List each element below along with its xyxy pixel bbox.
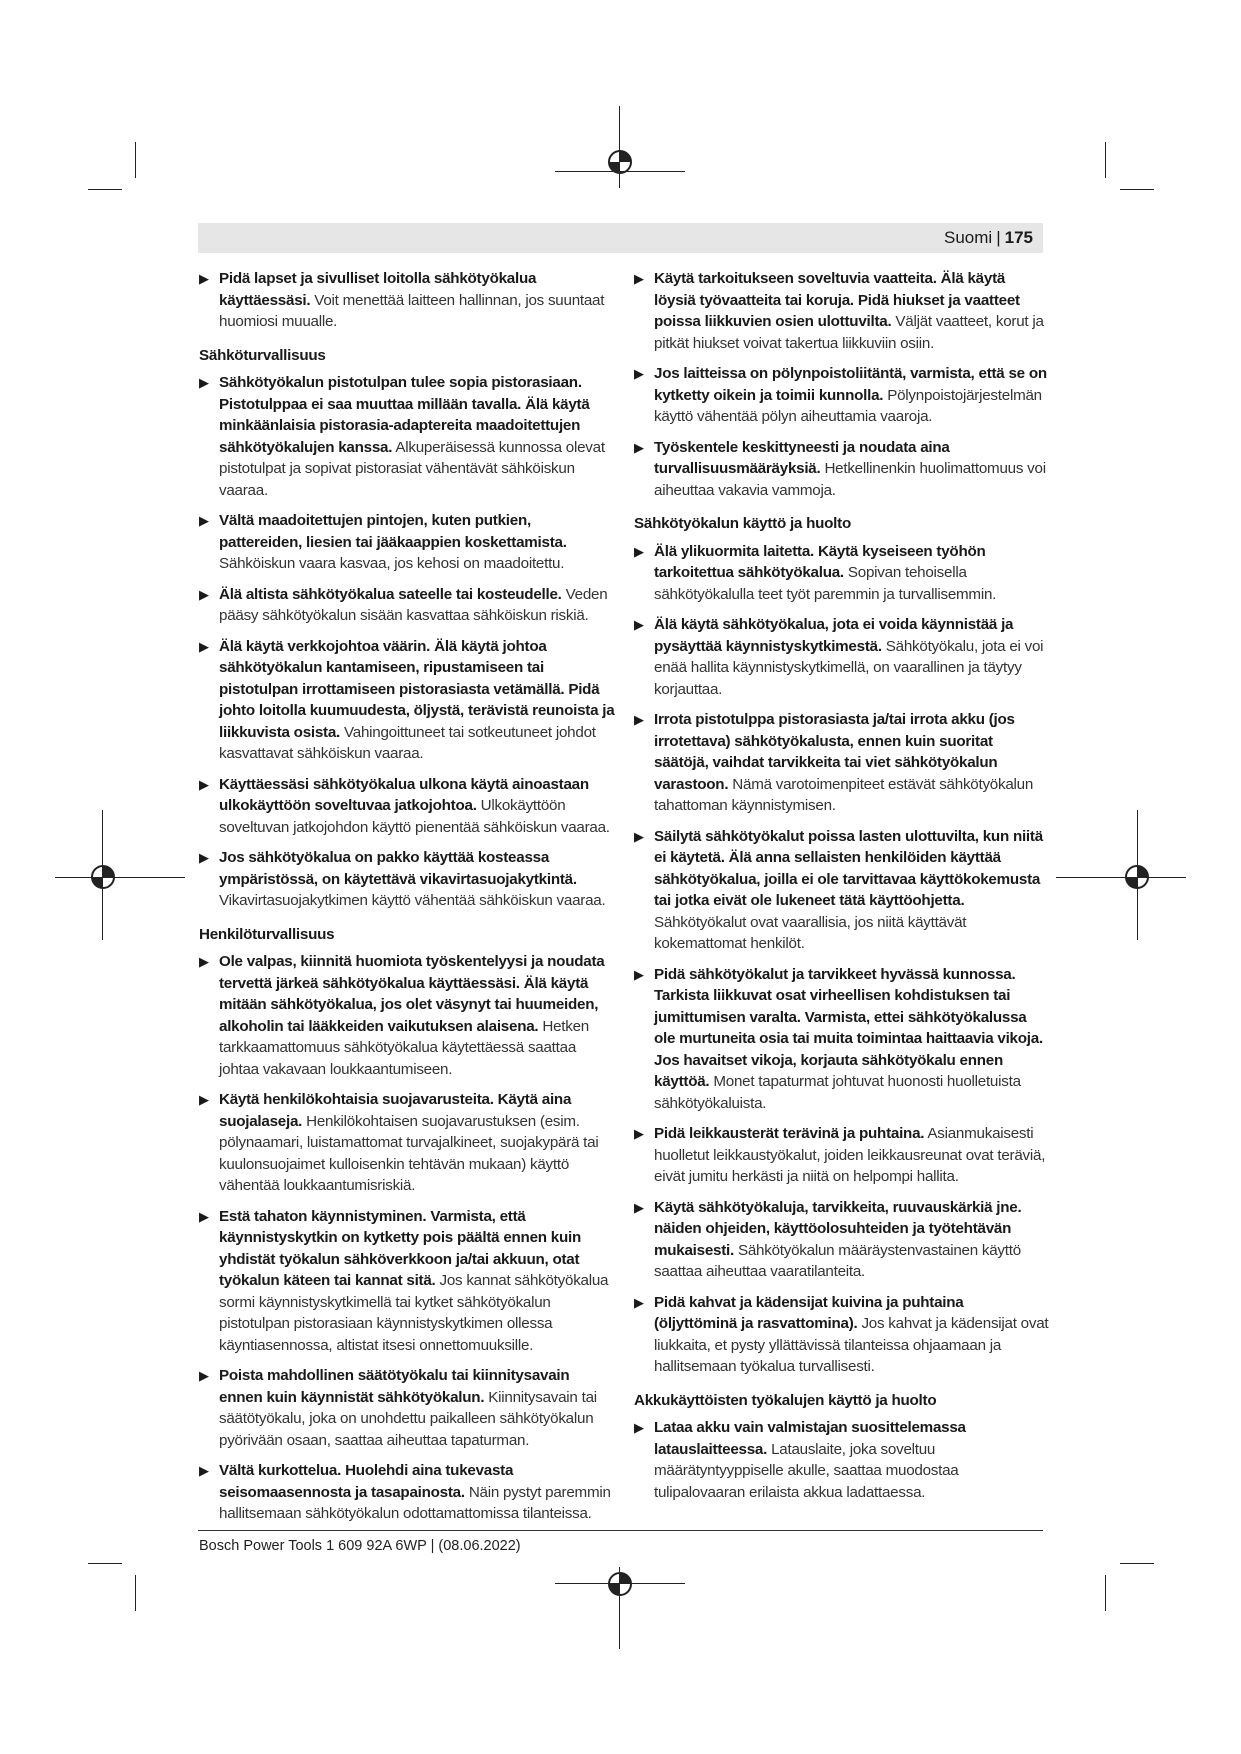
safety-instruction-item — [634, 363, 1050, 428]
instruction-bold-text: Lataa akku vain valmistajan suosittelemassa latauslaitteessa. — [654, 1419, 966, 1458]
instruction-explanation-text: Jos kannat sähkötyökalua sormi käynnistyskytkimellä tai kytket sähkötyökalun pistotulpan pistorasiaan käynnistyskytkimen ollessa käyntiasennossa, altistat itsesi onnettomuuksille. — [219, 1272, 609, 1354]
instruction-explanation-text: Nämä varotoimenpiteet estävät sähkötyökalun tahattoman käynnistymisen. — [654, 775, 1034, 814]
section-title-personal-safety: Henkilöturvallisuus — [199, 925, 335, 943]
safety-instruction-item — [634, 1197, 1050, 1283]
safety-instruction-item — [199, 1365, 615, 1451]
instruction-bold-text: Käytä tarkoitukseen soveltuvia vaatteita. Älä käytä löysiä työvaatteita tai koruja. Pidä hiukset ja vaatteet poissa liikkuvien osien ulottuvilta. — [654, 270, 1020, 330]
registration-target-icon — [605, 1569, 635, 1599]
left-intro-list — [199, 268, 615, 333]
bullet-arrow-icon: ▶ — [634, 271, 644, 286]
instruction-explanation-text: Latauslaite, joka soveltuu määrätyntyyppiselle akulle, saattaa muodostaa tulipalovaaran erilaista akkua ladattaessa. — [654, 1440, 959, 1501]
section-title-electrical-safety: Sähköturvallisuus — [199, 346, 326, 364]
safety-instruction-item — [199, 774, 615, 839]
bullet-arrow-icon: ▶ — [634, 366, 644, 381]
instruction-explanation-text: Väljät vaatteet, korut ja pitkät hiukset voivat takertua liikkuviin osiin. — [654, 313, 1044, 352]
instruction-bold-text: Säilytä sähkötyökalut poissa lasten ulottuvilta, kun niitä ei käytetä. Älä anna sellaisten henkilöiden käyttää sähkötyökalua, joilla ei ole tarvittavaa käyttökokemusta tai jotka eivät ole lukeneet tätä käyttöohjetta. — [654, 827, 1043, 909]
instruction-explanation-text: Hetkellinenkin huolimattomuus voi aiheuttaa vakavia vammoja. — [654, 460, 1046, 499]
bullet-arrow-icon: ▶ — [634, 543, 644, 559]
registration-line — [55, 877, 185, 878]
footer-text: Bosch Power Tools 1 609 92A 6WP | (08.06.2022) — [199, 1538, 521, 1554]
bullet-arrow-icon: ▶ — [199, 850, 209, 865]
instruction-explanation-text: Sopivan tehoisella sähkötyökalulla teet työt paremmin ja turvallisemmin. — [654, 564, 997, 603]
safety-instruction-item — [199, 1460, 615, 1525]
safety-instruction-item — [634, 268, 1050, 354]
bullet-arrow-icon: ▶ — [634, 966, 644, 982]
instruction-bold-text: Pidä leikkausterät terävinä ja puhtaina. — [654, 1125, 925, 1142]
bullet-arrow-icon: ▶ — [199, 1092, 209, 1107]
instruction-explanation-text: Sähkötyökalu, jota ei voi enää hallita käynnistyskytkimellä, on vaarallinen ja täytyy korjauttaa. — [654, 637, 1044, 698]
instruction-explanation-text: Hetken tarkkaamattomuus sähkötyökalua käytettäessä saattaa johtaa vakavaan loukkaantumiseen. — [219, 1017, 589, 1078]
registration-target-icon — [88, 862, 118, 892]
instruction-bold-text: Vältä kurkottelua. Huolehdi aina tukevasta seisomaasennosta ja tasapainosta. — [219, 1462, 514, 1501]
safety-instruction-item — [634, 709, 1050, 817]
bullet-arrow-icon: ▶ — [199, 954, 209, 969]
bullet-arrow-icon: ▶ — [634, 1126, 644, 1141]
bullet-arrow-icon: ▶ — [634, 1420, 644, 1435]
instruction-explanation-text: Jos kahvat ja kädensijat ovat liukkaita, et pysty yllättävissä tilanteissa ohjaamaan ja hallitsemaan työkalua turvallisesti. — [654, 1315, 1049, 1375]
instruction-explanation-text: Kiinnitysavain tai säätötyökalu, joka on unohdettu paikalleen sähkötyökalun pyörivään osaan, saattaa aiheuttaa tapaturman. — [219, 1388, 597, 1449]
instruction-explanation-text: Alkuperäisessä kunnossa olevat pistotulpat ja sopivat pistorasiat vähentävät sähköiskun vaaraa. — [219, 438, 605, 499]
registration-target-icon — [605, 147, 635, 177]
instruction-bold-text: Älä altista sähkötyökalua sateelle tai kosteudelle. — [219, 585, 562, 603]
personal-safety-list — [199, 951, 615, 1525]
instruction-explanation-text: Vahingoittuneet tai sotkeutuneet johdot kasvattavat sähköiskun vaaraa. — [219, 723, 596, 762]
instruction-bold-text: Pidä lapset ja sivulliset loitolla sähkötyökalua käyttäessäsi. — [219, 270, 537, 309]
crop-mark — [135, 1575, 136, 1611]
safety-instruction-item — [634, 1123, 1050, 1188]
crop-mark — [88, 1563, 122, 1564]
electrical-safety-list — [199, 372, 615, 912]
crop-mark — [135, 142, 136, 178]
instruction-explanation-text: Vikavirtasuojakytkimen käyttö vähentää sähköiskun vaaraa. — [219, 892, 606, 909]
crop-mark — [1105, 142, 1106, 178]
instruction-explanation-text: Veden pääsy sähkötyökalun sisään kasvattaa sähköiskun riskiä. — [219, 585, 608, 624]
instruction-bold-text: Pidä kahvat ja kädensijat kuivina ja puhtaina (öljyttöminä ja rasvattomina). — [654, 1293, 964, 1332]
page-header — [198, 223, 1043, 253]
safety-instruction-item — [634, 964, 1050, 1115]
safety-instruction-item — [634, 614, 1050, 700]
bullet-arrow-icon: ▶ — [199, 586, 209, 602]
crop-mark — [1120, 1563, 1154, 1564]
safety-instruction-item — [199, 847, 615, 912]
instruction-bold-text: Poista mahdollinen säätötyökalu tai kiinnitysavain ennen kuin käynnistät sähkötyökalun. — [219, 1367, 570, 1406]
registration-line — [1056, 877, 1186, 878]
instruction-bold-text: Jos laitteissa on pölynpoistoliitäntä, varmista, että se on kytketty oikein ja toimii kunnolla. — [654, 365, 1047, 404]
bullet-arrow-icon: ▶ — [199, 776, 209, 792]
section-title-tool-use: Sähkötyökalun käyttö ja huolto — [634, 515, 851, 532]
footer-rule — [198, 1530, 1043, 1531]
instruction-explanation-text: Voit menettää laitteen hallinnan, jos suuntaat huomiosi muualle. — [219, 291, 605, 330]
bullet-arrow-icon: ▶ — [634, 828, 644, 844]
bullet-arrow-icon: ▶ — [634, 439, 644, 455]
safety-instruction-item — [199, 584, 615, 627]
safety-instruction-item — [199, 268, 615, 333]
instruction-bold-text: Sähkötyökalun pistotulpan tulee sopia pistorasiaan. Pistotulppaa ei saa muuttaa millään tavalla. Älä käytä minkäänlaisia pistorasia-adaptereita maadoitettujen sähkötyökalujen kanssa. — [219, 374, 590, 456]
bullet-arrow-icon: ▶ — [199, 271, 209, 286]
instruction-bold-text: Irrota pistotulppa pistorasiasta ja/tai irrota akku (jos irrotettava) sähkötyökalusta, ennen kuin suoritat säätöjä, vaihdat tarvikkeita tai viet sähkötyökalun varastoon. — [654, 711, 1015, 793]
page-number: 175 — [1004, 228, 1033, 247]
right-column — [634, 268, 1050, 1512]
instruction-bold-text: Käytä henkilökohtaisia suojavarusteita. Käytä aina suojalaseja. — [219, 1091, 572, 1130]
crop-mark — [1105, 1575, 1106, 1611]
instruction-explanation-text: Ulkokäyttöön soveltuvan jatkojohdon käyttö pienentää sähköiskun vaaraa. — [219, 797, 610, 836]
instruction-bold-text: Käyttäessäsi sähkötyökalua ulkona käytä ainoastaan ulkokäyttöön soveltuvaa jatkojohtoa. — [219, 775, 589, 814]
bullet-arrow-icon: ▶ — [634, 712, 644, 727]
instruction-bold-text: Älä ylikuormita laitetta. Käytä kyseiseen työhön tarkoitettua sähkötyökalua. — [654, 542, 986, 581]
tool-use-list — [634, 541, 1050, 1378]
instruction-bold-text: Estä tahaton käynnistyminen. Varmista, että käynnistyskytkin on kytketty pois päältä ennen kuin yhdistät työkalun sähköverkkoon ja/tai akkuun, otat työkalun käteen tai kannat sitä. — [219, 1207, 581, 1289]
registration-target-icon — [1122, 862, 1152, 892]
header-label — [944, 228, 1033, 248]
battery-tools-list — [634, 1417, 1050, 1503]
safety-instruction-item — [634, 1292, 1050, 1378]
safety-instruction-item — [199, 510, 615, 575]
crop-mark — [1120, 189, 1154, 190]
bullet-arrow-icon: ▶ — [199, 375, 209, 390]
instruction-bold-text: Työskentele keskittyneesti ja noudata aina turvallisuusmääräyksiä. — [654, 438, 950, 477]
instruction-explanation-text: Sähkötyökalut ovat vaarallisia, jos niitä käyttävät kokemattomat henkilöt. — [654, 913, 967, 952]
instruction-bold-text: Vältä maadoitettujen pintojen, kuten putkien, pattereiden, liesien tai jääkaappien koskettamista. — [219, 512, 567, 551]
header-separator: | — [996, 228, 1001, 247]
bullet-arrow-icon: ▶ — [634, 1294, 644, 1310]
bullet-arrow-icon: ▶ — [634, 617, 644, 632]
bullet-arrow-icon: ▶ — [199, 1208, 209, 1224]
instruction-bold-text: Pidä sähkötyökalut ja tarvikkeet hyvässä kunnossa. Tarkista liikkuvat osat virheellisen kohdistuksen tai jumittumisen varalta. Varmista, ettei sähkötyökalussa ole murtuneita osia tai muita toimintaa haittaavia vikoja. Jos havaitset vikoja, korjauta sähkötyökalu ennen käyttöä. — [654, 965, 1043, 1090]
safety-instruction-item — [634, 437, 1050, 502]
bullet-arrow-icon: ▶ — [199, 1463, 209, 1478]
bullet-arrow-icon: ▶ — [634, 1199, 644, 1215]
instruction-explanation-text: Sähköiskun vaara kasvaa, jos kehosi on maadoitettu. — [219, 555, 565, 572]
safety-instruction-item — [199, 636, 615, 765]
instruction-bold-text: Älä käytä verkkojohtoa väärin. Älä käytä johtoa sähkötyökalun kantamiseen, ripustamiseen tai pistotulpan irrottamiseen pistorasiasta vetämällä. Pidä johto loitolla kuumuudesta, öljystä, terävistä reunoista ja liikkuvista osista. — [219, 637, 615, 741]
safety-instruction-item — [199, 1206, 615, 1357]
instruction-bold-text: Jos sähkötyökalua on pakko käyttää kosteassa ympäristössä, on käytettävä vikavirtasuojakytkintä. — [219, 849, 577, 888]
instruction-explanation-text: Pölynpoistojärjestelmän käyttö vähentää pölyn aiheuttamia vaaroja. — [654, 386, 1042, 425]
bullet-arrow-icon: ▶ — [199, 638, 209, 654]
safety-instruction-item — [199, 372, 615, 501]
instruction-explanation-text: Sähkötyökalun määräystenvastainen käyttö saattaa aiheuttaa vaaratilanteita. — [654, 1241, 1021, 1280]
instruction-bold-text: Käytä sähkötyökaluja, tarvikkeita, ruuvauskärkiä jne. näiden ohjeiden, käyttöolosuhteiden ja työtehtävän mukaisesti. — [654, 1198, 1022, 1259]
section-title-battery-tools: Akkukäyttöisten työkalujen käyttö ja huolto — [634, 1391, 937, 1409]
safety-instruction-item — [634, 826, 1050, 955]
right-intro-list — [634, 268, 1050, 501]
crop-mark — [88, 189, 122, 190]
left-column — [199, 268, 615, 1534]
header-section: Suomi — [944, 228, 993, 247]
instruction-bold-text: Älä käytä sähkötyökalua, jota ei voida käynnistää ja pysäyttää käynnistyskytkimestä. — [654, 616, 1014, 655]
bullet-arrow-icon: ▶ — [199, 513, 209, 528]
safety-instruction-item — [634, 1417, 1050, 1503]
safety-instruction-item — [199, 1089, 615, 1197]
instruction-explanation-text: Asianmukaisesti huolletut leikkaustyökalut, joiden leikkausreunat ovat teräviä, eivät jumitu herkästi ja niitä on helpompi hallita. — [654, 1125, 1046, 1185]
safety-instruction-item — [634, 541, 1050, 606]
instruction-explanation-text: Näin pystyt paremmin hallitsemaan sähkötyökalun odottamattomissa tilanteissa. — [219, 1483, 611, 1522]
bullet-arrow-icon: ▶ — [199, 1368, 209, 1383]
instruction-explanation-text: Henkilökohtaisen suojavarustuksen (esim. pölynaamari, luistamattomat turvajalkineet, suojakypärä tai kuulonsuojaimet kulloisenkin tehtävän mukaan) käyttö vähentää loukkaantumisriskiä. — [219, 1112, 599, 1194]
safety-instruction-item — [199, 951, 615, 1080]
instruction-bold-text: Ole valpas, kiinnitä huomiota työskentelyysi ja noudata tervettä järkeä sähkötyökalua käyttäessäsi. Älä käytä mitään sähkötyökalua, jos olet väsynyt tai huumeiden, alkoholin tai lääkkeiden vaikutuksen alaisena. — [219, 953, 605, 1035]
instruction-explanation-text: Monet tapaturmat johtuvat huonosti huolletuista sähkötyökaluista. — [654, 1073, 1021, 1112]
